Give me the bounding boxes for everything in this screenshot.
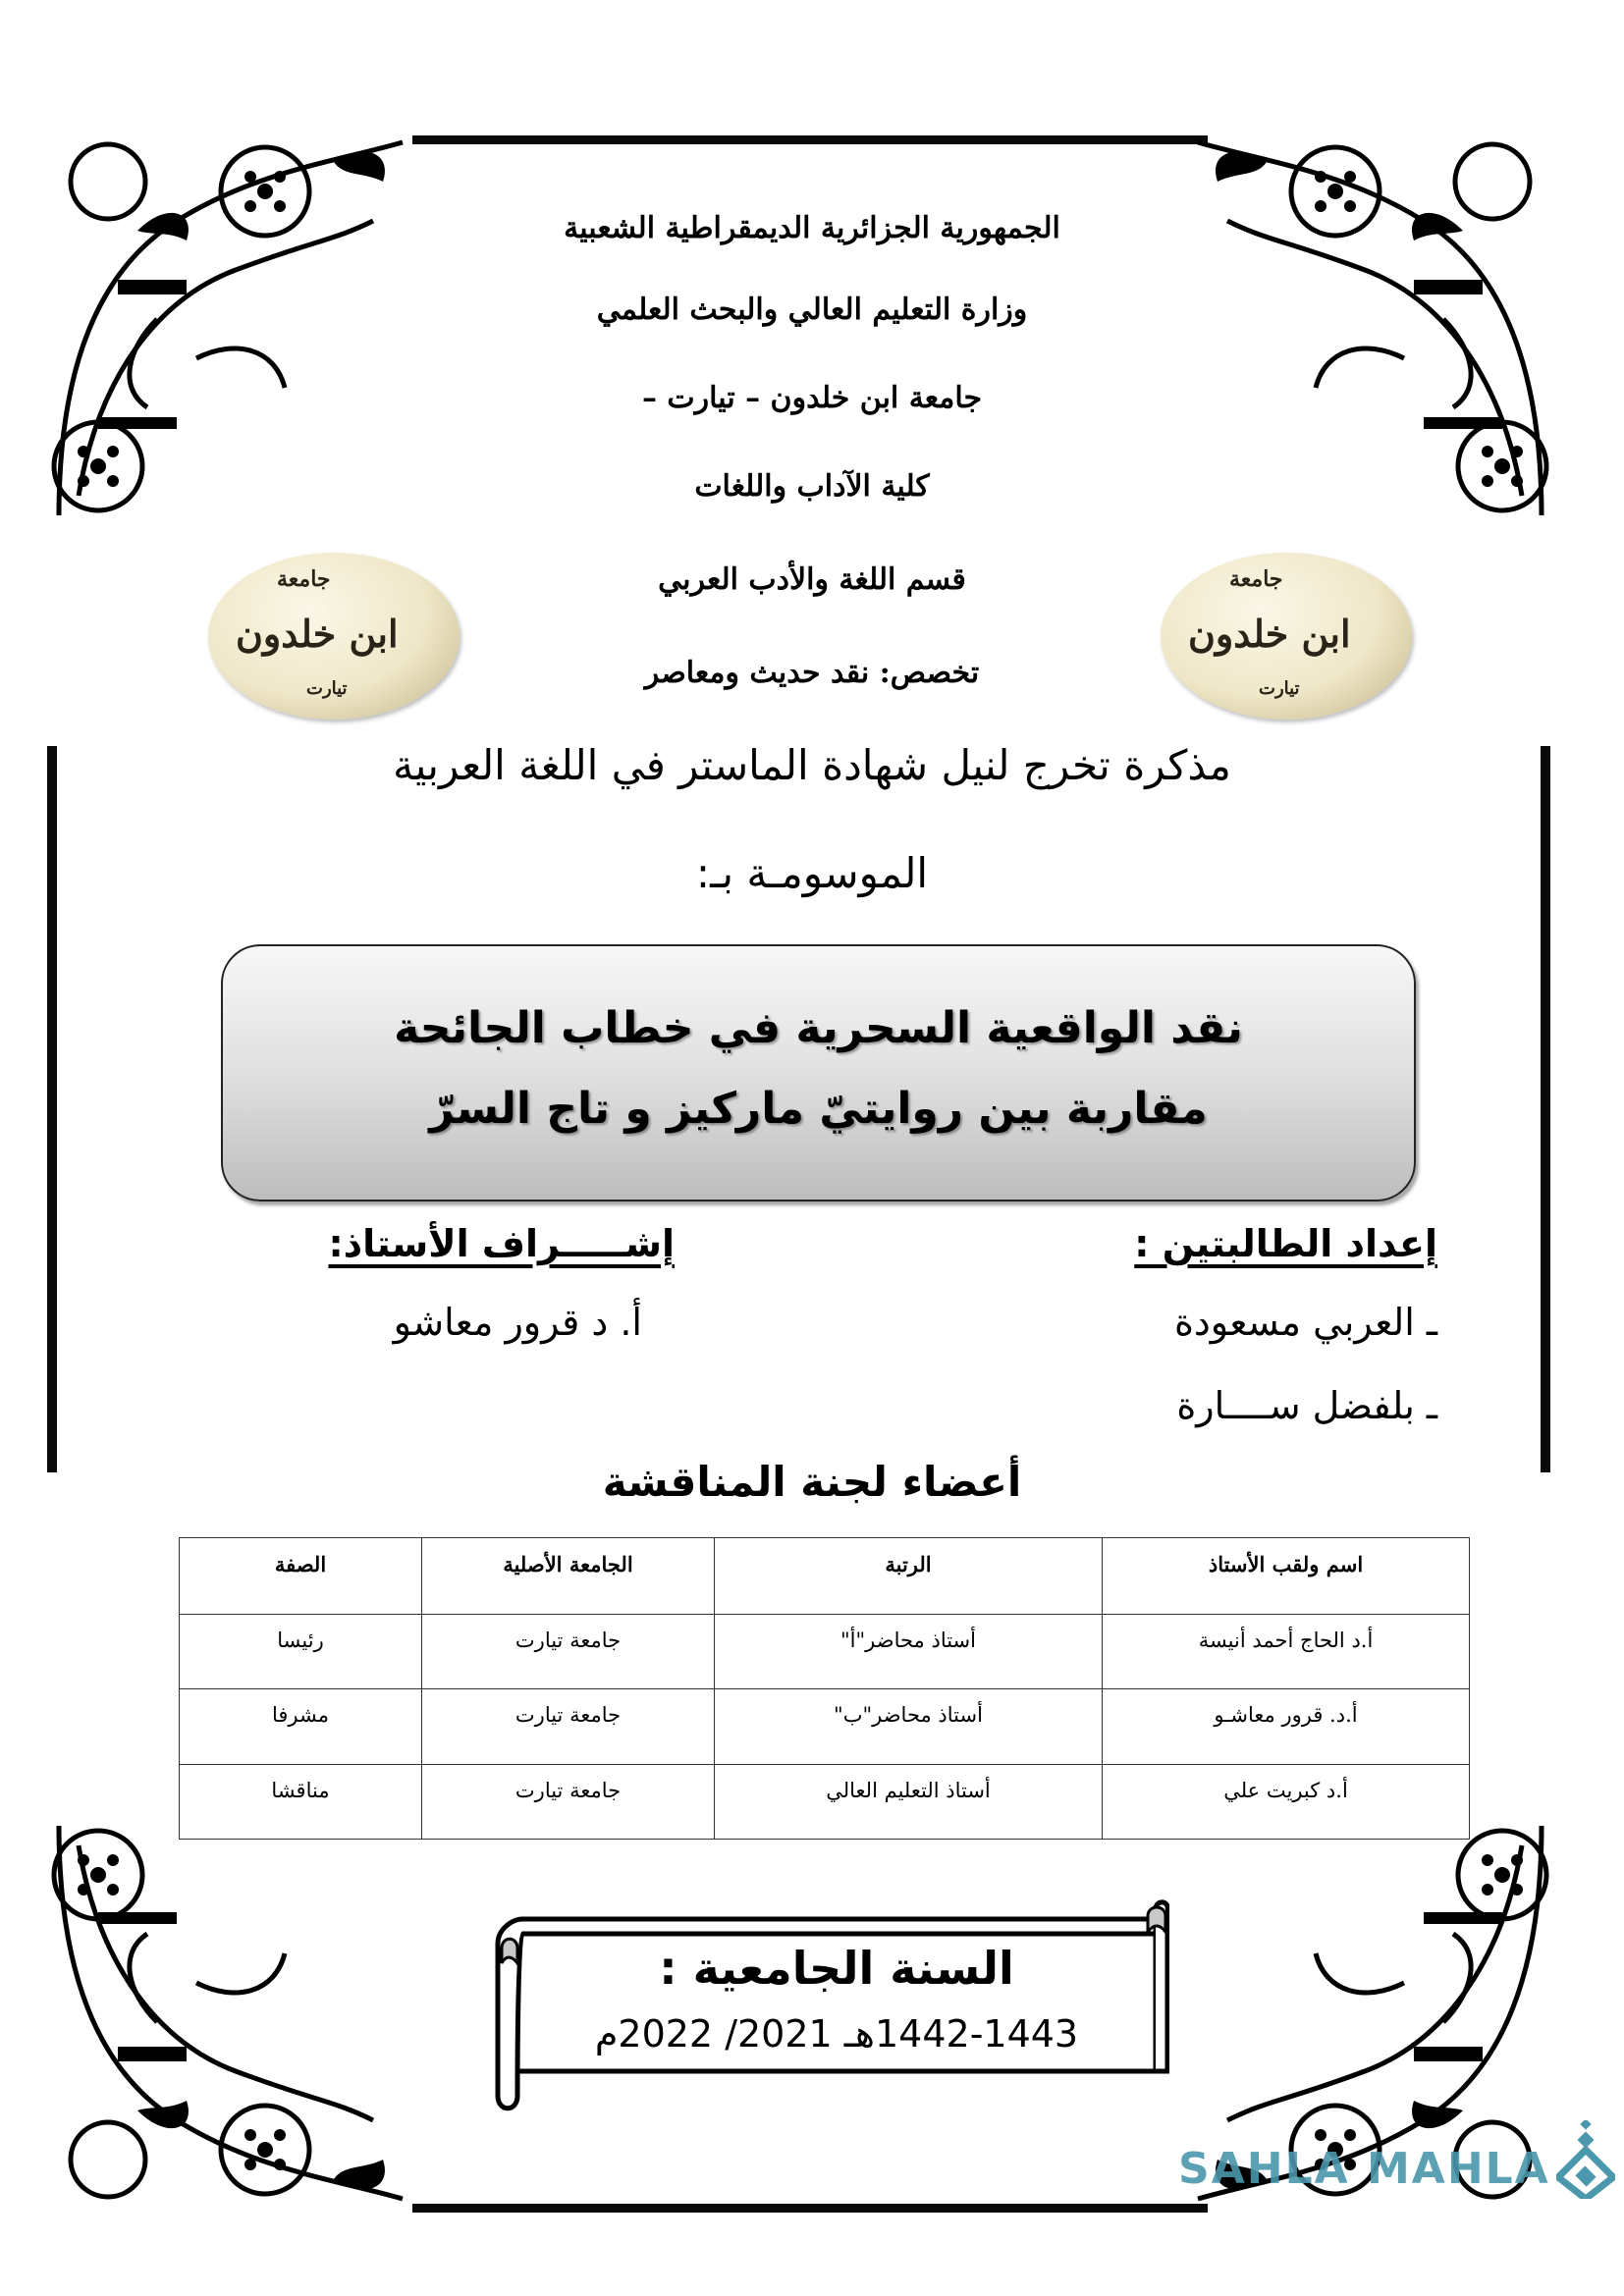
table-row [180,1764,1470,1839]
member-university: جامعة تيارت [422,1689,715,1764]
column-header-rank: الرتبة [715,1538,1103,1615]
watermark-logo-icon [1556,2120,1615,2199]
university-logo-right [1161,553,1412,720]
member-university: جامعة تيارت [422,1764,715,1839]
column-header-name: اسم ولقب الأستاذ [1103,1538,1470,1615]
students-label: إعداد الطالبتين : [1134,1222,1437,1265]
committee-table [179,1537,1470,1840]
table-row [180,1615,1470,1689]
member-name: أ.د كبريت علي [1103,1764,1470,1839]
column-header-university: الجامعة الأصلية [422,1538,715,1615]
watermark-text: SAHLA MAHLA [1178,2144,1550,2194]
table-row [180,1689,1470,1764]
column-header-role: الصفة [180,1538,422,1615]
academic-year-value: 1442-1443هـ 2021/ 2022م [594,2012,1079,2056]
thesis-title-line-1: نقد الواقعية السحرية في خطاب الجائحة [394,1003,1243,1053]
member-role: رئيسا [180,1615,422,1689]
logo-top-text: جامعة [277,566,331,592]
logo-top-text: جامعة [1229,566,1283,592]
header-university: جامعة ابن خلدون – تيارت – [641,381,983,415]
academic-year-scroll [488,1895,1169,2118]
header-republic: الجمهورية الجزائرية الديمقراطية الشعبية [564,211,1060,245]
member-rank: أستاذ التعليم العالي [715,1764,1103,1839]
member-role: مشرفا [180,1689,422,1764]
header-faculty: كلية الآداب واللغات [694,469,930,504]
table-header-row [180,1538,1470,1615]
member-role: مناقشا [180,1764,422,1839]
supervisor-name: أ. د قرور معاشو [393,1301,642,1344]
logo-main-text: ابن خلدون [1188,612,1351,656]
student-name-2: ـ بلفضل ســــارة [1176,1384,1437,1427]
university-logo-left [208,553,460,720]
member-university: جامعة تيارت [422,1615,715,1689]
logo-main-text: ابن خلدون [236,612,399,656]
degree-statement: مذكرة تخرج لنيل شهادة الماستر في اللغة العربية [393,741,1231,789]
member-rank: أستاذ محاضر"ب" [715,1689,1103,1764]
header-specialty: تخصص: نقد حديث ومعاصر [644,656,980,690]
supervisor-label: إشـــــراف الأستاذ: [328,1222,675,1265]
member-rank: أستاذ محاضر"أ" [715,1615,1103,1689]
committee-title: أعضاء لجنة المناقشة [602,1458,1022,1506]
frame-bottom-line [412,2204,1208,2213]
header-department: قسم اللغة والأدب العربي [658,562,966,597]
scroll-banner-icon [488,1895,1169,2118]
member-name: أ.د. قرور معاشـو [1103,1689,1470,1764]
thesis-title-line-2: مقاربة بين روايتيّ ماركيز و تاج السرّ [429,1084,1208,1134]
member-name: أ.د الحاج أحمد أنيسة [1103,1615,1470,1689]
frame-top-line [412,135,1208,144]
logo-bottom-text: تيارت [1259,678,1300,699]
academic-year-label: السنة الجامعية : [659,1942,1014,1995]
titled-by-label: الموسومـة بـ: [695,849,929,897]
student-name-1: ـ العربي مسعودة [1173,1301,1437,1344]
thesis-title-box [221,944,1416,1201]
header-ministry: وزارة التعليم العالي والبحث العلمي [596,293,1028,327]
logo-bottom-text: تيارت [306,678,348,699]
corner-ornament-bottom-left-icon [39,1806,412,2218]
